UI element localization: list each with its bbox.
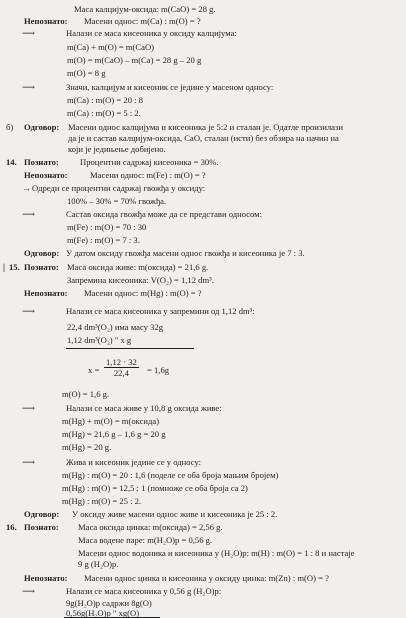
arrow-icon: ⟶	[22, 28, 35, 38]
line-text: Процентни садржај кисеоника = 30%.	[80, 157, 219, 167]
equation: 100% – 30% = 70% гвожђа.	[67, 196, 167, 206]
equation: m(O) = 1,6 g.	[62, 389, 110, 399]
equation: m(O) = m(CaO) – m(Ca) = 28 g – 20 g	[67, 55, 202, 65]
arrow-icon: ⟶	[22, 209, 35, 219]
line-text: У оксиду живе масени однос живе и кисеоника је 25 : 2.	[72, 509, 278, 519]
equation: m(Fe) : m(O) = 70 : 30	[67, 222, 147, 232]
label-answer: Одговор:	[24, 122, 60, 132]
item-number: б)	[6, 122, 14, 132]
line-text: да је и састав калцијум-оксида, CaO, сталан (исти) без обзира на начин на	[68, 133, 339, 143]
proportion-line: 1,12 dm³(O₂) " x g	[67, 335, 132, 345]
arrow-icon: ⟶	[22, 306, 35, 316]
equation: m(Ca) + m(O) = m(CaO)	[67, 42, 155, 52]
line-text: Масени однос водоника и кисеоника у (H₂O)p: m(H) : m(O) = 1 : 8 и настаје	[78, 548, 355, 558]
label-unknown: Непознато:	[24, 170, 68, 180]
line-text: Маса оксида живе: m(оксида) = 21,6 g.	[67, 262, 209, 272]
divider	[66, 348, 194, 349]
equation: m(Hg) = 21,6 g – 1,6 g = 20 g	[62, 429, 166, 439]
line-text: 9 g (H₂O)p.	[78, 559, 119, 569]
label-unknown: Непознато:	[24, 573, 68, 583]
line-text: У датом оксиду гвожђа масени однос гвожђа и кисеоника је 7 : 3.	[66, 248, 305, 258]
line-text: Маса калцијум-оксида: m(CaO) = 28 g.	[74, 4, 216, 14]
line-text: Масени однос: m(Ca) : m(O) = ?	[84, 16, 201, 26]
problem-number: 15.	[9, 262, 20, 272]
line-text: Састав оксида гвожђа може да се представи односом:	[66, 209, 262, 219]
equation: m(Hg) : m(O) = 25 : 2.	[62, 496, 142, 506]
line-text: Маса оксида цинка: m(оксида) = 2,56 g.	[78, 522, 223, 532]
arrow-icon: →	[22, 183, 31, 193]
proportion-line: 22,4 dm³(O₂) има масу 32g	[67, 322, 163, 332]
line-text: Масени однос: m(Fe) : m(O) = ?	[90, 170, 206, 180]
equation: m(Ca) : m(O) = 20 : 8	[67, 95, 143, 105]
equation: m(Hg) = 20 g.	[62, 442, 112, 452]
line-text: Налази се маса кисеоника у 0,56 g (H₂O)p:	[66, 586, 222, 596]
label-known: Познато:	[24, 157, 59, 167]
arrow-icon: ⟶	[22, 457, 35, 467]
proportion-line: 9g(H₂O)p садржи 8g(O)	[66, 598, 152, 608]
fraction-result: = 1,6g	[147, 365, 170, 375]
line-text: Значи, калцијум и кисеоник се једине у масеном односу:	[66, 82, 274, 92]
fraction-numerator: 1,12 · 32	[106, 357, 137, 367]
line-text: Одреди се процентни садржај гвожђа у оксиду:	[32, 183, 206, 193]
line-text: Жива и кисеоник једине се у односу:	[66, 457, 202, 467]
fraction	[104, 357, 139, 378]
proportion-line: 0,56g(H₂O)p " xg(O)	[66, 608, 140, 618]
equation: m(O) = 8 g	[67, 68, 106, 78]
label-known: Познато:	[24, 262, 59, 272]
arrow-icon: ⟶	[22, 82, 35, 92]
line-text: који је једињење добијено.	[68, 144, 166, 154]
label-known: Познато:	[24, 522, 59, 532]
equation: m(Fe) : m(O) = 7 : 3.	[67, 235, 140, 245]
line-text: Запреминa кисеоника: V(O₂) = 1,12 dm³.	[67, 275, 214, 285]
label-answer: Одговор:	[24, 509, 60, 519]
line-text: Масени однос цинка и кисеоника у оксиду цинка: m(Zn) : m(O) = ?	[84, 573, 329, 583]
line-text: Налази се маса кисеоника у запремини од 1,12 dm³:	[66, 306, 255, 316]
margin-mark: |	[3, 262, 5, 272]
problem-number: 16.	[6, 522, 17, 532]
line-text: Налази се маса кисеоника у оксиду калцијума:	[66, 28, 237, 38]
line-text: Масени однос калцијума и кисеоника је 5:2 и сталан је. Одатле произилази	[68, 122, 343, 132]
equation: m(Hg) : m(O) = 20 : 1,6 (поделе се оба броја мањим бројем)	[62, 470, 279, 480]
label-unknown: Непознато:	[24, 288, 68, 298]
equation: m(Ca) : m(O) = 5 : 2.	[67, 108, 141, 118]
line-text: Налази се маса живе у 10,8 g оксида живе:	[66, 403, 222, 413]
problem-number: 14.	[6, 157, 17, 167]
arrow-icon: ⟶	[22, 586, 35, 596]
equation: x =	[88, 365, 100, 375]
line-text: Маса водене паре: m(H₂O)p = 0,56 g.	[78, 535, 213, 545]
equation: m(Hg) + m(O) = m(оксида)	[62, 416, 160, 426]
label-answer: Одговор:	[24, 248, 60, 258]
label-unknown: Непознато:	[24, 16, 68, 26]
fraction-denominator: 22,4	[113, 368, 129, 378]
line-text: Масени однос: m(Hg) : m(O) = ?	[84, 288, 202, 298]
equation: m(Hg) : m(O) = 12,5 : 1 (помноже се оба броја са 2)	[62, 483, 248, 493]
arrow-icon: ⟶	[22, 403, 35, 413]
